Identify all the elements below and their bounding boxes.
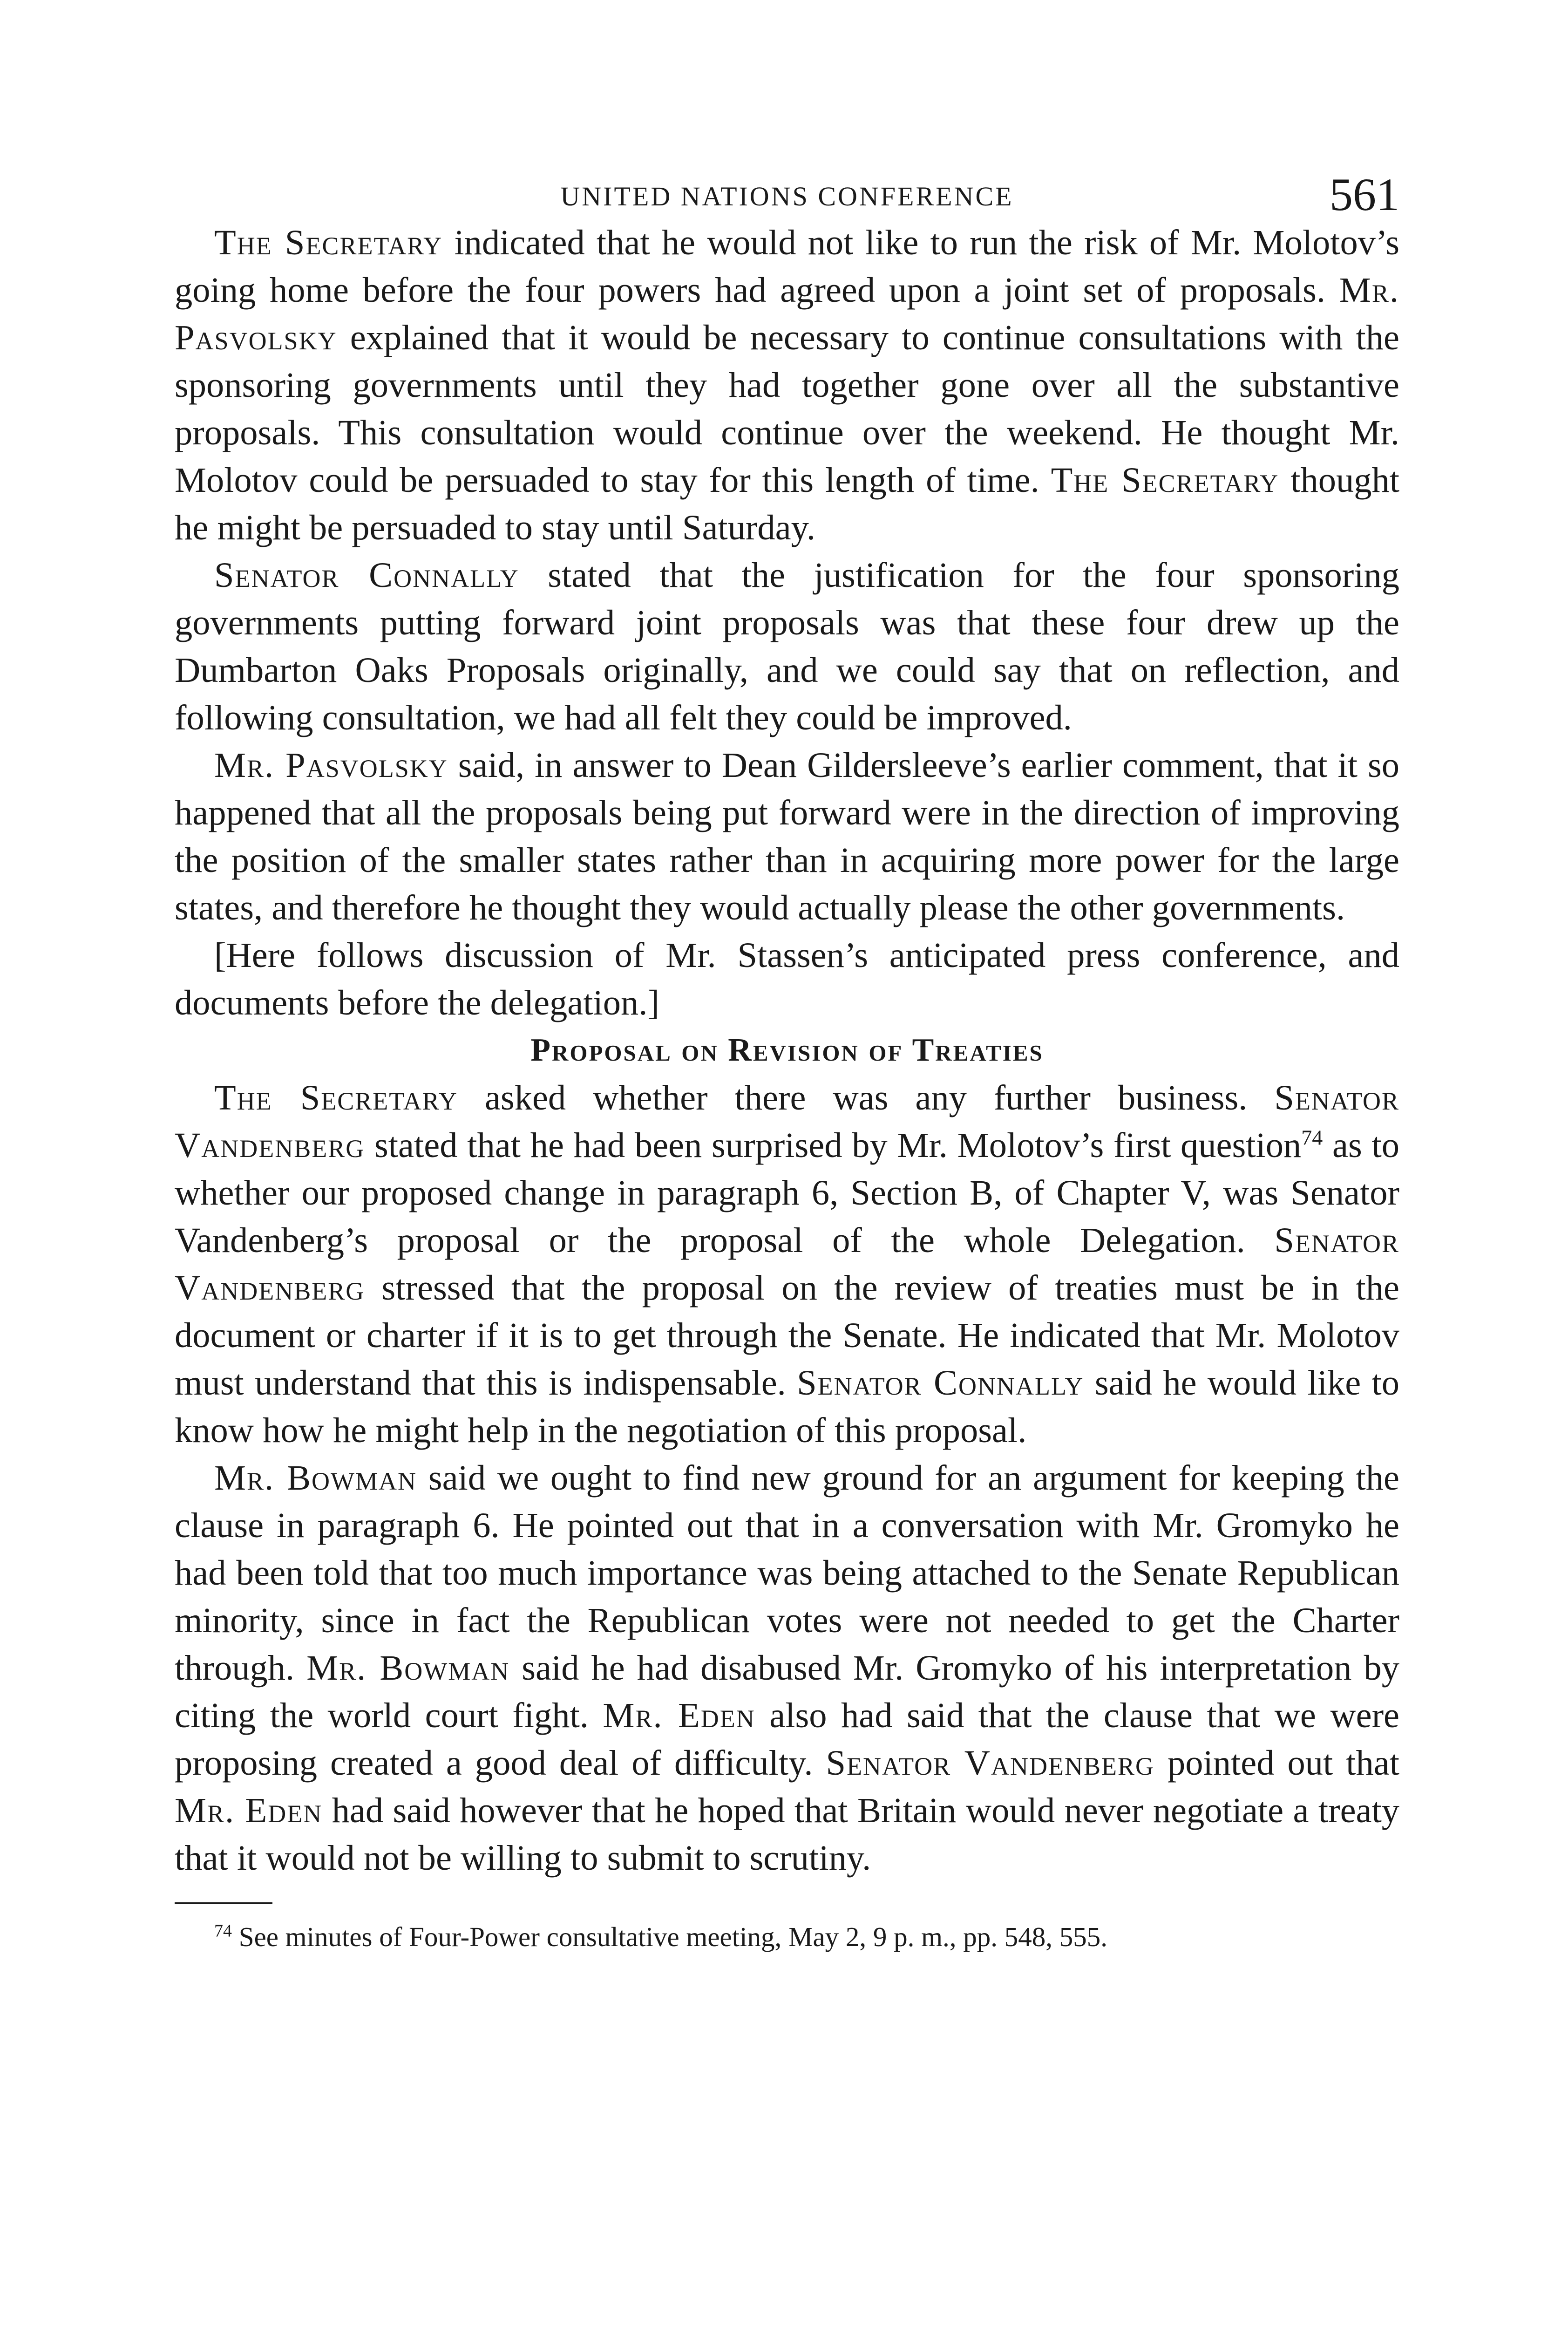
paragraph-text: thought he might be persuaded to stay until Saturday. — [175, 460, 1399, 547]
speaker-name: The Secretary — [1051, 460, 1279, 500]
footnote — [175, 1919, 1399, 1954]
paragraph-text: stated that the justification for the four sponsoring governments putting forward joint proposals was that these four drew up the Dumbarton Oaks Proposals originally, and we could say that on reflection, and following consultation, we had all felt they could be improved. — [175, 555, 1400, 737]
speaker-name: Mr. Eden — [175, 1791, 323, 1830]
speaker-name: Senator Connally — [797, 1363, 1084, 1403]
footnote-reference: 74 — [1301, 1125, 1323, 1150]
speaker-name: Senator Connally — [214, 555, 519, 595]
running-title: UNITED NATIONS CONFERENCE — [560, 181, 1014, 211]
body-text — [175, 219, 1399, 1882]
page-number: 561 — [1330, 169, 1399, 220]
paragraph-text: indicated that he would not like to run the risk of Mr. Molotov’s going home before the four powers had agreed upon a joint set of proposals. — [175, 223, 1399, 310]
speaker-name: The Secretary — [214, 223, 443, 262]
section-heading: Proposal on Revision of Treaties — [530, 1032, 1044, 1068]
speaker-name: Mr. Eden — [603, 1696, 755, 1735]
speaker-name: The Secretary — [214, 1078, 458, 1117]
paragraph-group-2 — [175, 1074, 1399, 1882]
speaker-name: Senator Vandenberg — [175, 1220, 1399, 1308]
paragraph-text: stressed that the proposal on the review of treaties must be in the document or charter if it is to get through the Senate. He indicated that Mr. Molotov must understand that this is indispensable. — [175, 1268, 1399, 1403]
paragraph-text: pointed out that — [1154, 1743, 1399, 1783]
paragraph-text: said, in answer to Dean Gildersleeve’s earlier comment, that it so happened that all the proposals being put forward were in the direction of improving the position of the smaller states rather than in acquiring more power for the large states, and therefore he thought they would actually please the other governments. — [175, 745, 1399, 927]
body-paragraph — [175, 552, 1399, 742]
paragraph-group-1 — [175, 219, 1399, 1027]
footnote-text: See minutes of Four-Power consultative meeting, May 2, 9 p. m., pp. 548, 555. — [232, 1921, 1108, 1952]
paragraph-text: said we ought to find new ground for an argument for keeping the clause in paragraph 6. He pointed out that in a conversation with Mr. Gromyko he had been told that too much importance was being attached to the Senate Republican minority, since in fact the Republican votes were not needed to get the Charter through. — [175, 1458, 1399, 1688]
speaker-name: Mr. Pasvolsky — [175, 270, 1399, 357]
running-head — [175, 168, 1399, 219]
paragraph-text: stated that he had been surprised by Mr. Molotov’s first question — [365, 1125, 1302, 1165]
speaker-name: Senator Vandenberg — [826, 1743, 1154, 1783]
paragraph-text: [Here follows discussion of Mr. Stassen’s anticipated press conference, and documents before the delegation.] — [175, 935, 1399, 1022]
body-paragraph — [175, 932, 1399, 1027]
body-paragraph — [175, 1454, 1399, 1882]
paragraph-text: said he had disabused Mr. Gromyko of his interpretation by citing the world court fight. — [175, 1648, 1399, 1735]
paragraph-text: asked whether there was any further business. — [457, 1078, 1275, 1117]
speaker-name: Mr. Bowman — [306, 1648, 510, 1688]
body-paragraph — [175, 742, 1399, 932]
footnote-mark: 74 — [214, 1921, 232, 1941]
speaker-name: Mr. Pasvolsky — [214, 745, 448, 785]
footnote-rule — [175, 1902, 272, 1904]
paragraph-text: said he would like to know how he might help in the negotiation of this proposal. — [175, 1363, 1400, 1450]
paragraph-text: also had said that the clause that we were proposing created a good deal of difficulty. — [175, 1696, 1400, 1783]
paragraph-text: had said however that he hoped that Britain would never negotiate a treaty that it would not be willing to submit to scrutiny. — [175, 1791, 1399, 1878]
paragraph-text: explained that it would be necessary to continue consultations with the sponsoring governments until they had together gone over all the substantive proposals. This consultation would continue over the weekend. He thought Mr. Molotov could be persuaded to stay for this length of time. — [175, 318, 1399, 500]
speaker-name: Mr. Bowman — [214, 1458, 417, 1498]
paragraph-text: as to whether our proposed change in paragraph 6, Section B, of Chapter V, was Senator Vandenberg’s proposal or the proposal of the whole Delegation. — [175, 1125, 1399, 1260]
document-page — [175, 168, 1399, 1954]
speaker-name: Senator Vandenberg — [175, 1078, 1399, 1165]
body-paragraph — [175, 1074, 1399, 1454]
body-paragraph — [175, 219, 1399, 552]
